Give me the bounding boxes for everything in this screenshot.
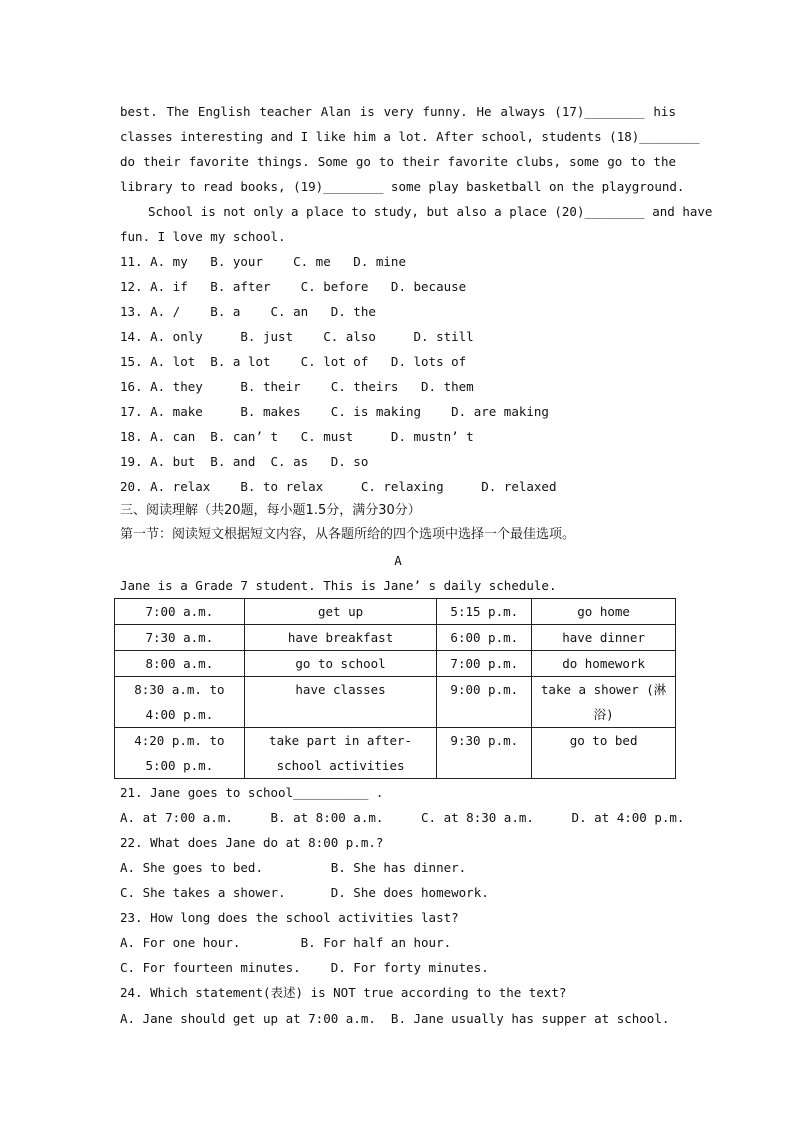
time-cell: 8:30 a.m. to 4:00 p.m. bbox=[115, 677, 245, 728]
question-options: A. at 7:00 a.m. B. at 8:00 a.m. C. at 8:30 a.m. D. at 4:00 p.m. bbox=[120, 810, 685, 825]
section-instruction: 第一节：阅读短文根据短文内容，从各题所给的四个选项中选择一个最佳选项。 bbox=[120, 527, 576, 542]
cloze-option-row: 16. A. they B. their C. theirs D. them bbox=[120, 379, 474, 394]
activity-cell: take a shower (淋浴) bbox=[532, 677, 676, 728]
question-stem: 22. What does Jane do at 8:00 p.m.? bbox=[120, 835, 384, 850]
activity-cell: get up bbox=[244, 599, 437, 625]
question-options: C. For fourteen minutes. D. For forty minutes. bbox=[120, 960, 489, 975]
passage-intro: Jane is a Grade 7 student. This is Jane’ s daily schedule. bbox=[120, 578, 557, 593]
cloze-option-row: 18. A. can B. can’ t C. must D. mustn’ t bbox=[120, 429, 474, 444]
question-options: A. For one hour. B. For half an hour. bbox=[120, 935, 452, 950]
activity-cell: have breakfast bbox=[244, 625, 437, 651]
table-row bbox=[115, 651, 676, 677]
cloze-option-row: 13. A. / B. a C. an D. the bbox=[120, 304, 376, 319]
time-cell: 7:00 p.m. bbox=[437, 651, 532, 677]
passage-line: do their favorite things. Some go to their favorite clubs, some go to the bbox=[120, 154, 676, 169]
time-cell: 5:15 p.m. bbox=[437, 599, 532, 625]
time-cell: 6:00 p.m. bbox=[437, 625, 532, 651]
passage-line: best. The English teacher Alan is very funny. He always (17)________ his bbox=[120, 104, 676, 119]
reading-questions bbox=[120, 780, 685, 1032]
cloze-option-row: 15. A. lot B. a lot C. lot of D. lots of bbox=[120, 354, 467, 369]
passage-line: library to read books, (19)________ some play basketball on the playground. bbox=[120, 179, 685, 194]
cloze-option-row: 11. A. my B. your C. me D. mine bbox=[120, 254, 406, 269]
cloze-option-row: 20. A. relax B. to relax C. relaxing D. relaxed bbox=[120, 479, 557, 494]
cloze-option-row: 17. A. make B. makes C. is making D. are making bbox=[120, 404, 549, 419]
question-options: C. She takes a shower. D. She does homework. bbox=[120, 885, 489, 900]
activity-cell: have classes bbox=[244, 677, 437, 728]
cloze-options-list bbox=[120, 249, 676, 499]
table-row bbox=[115, 728, 676, 779]
table-row bbox=[115, 677, 676, 728]
time-cell: 9:00 p.m. bbox=[437, 677, 532, 728]
table-row bbox=[115, 625, 676, 651]
passage-line: fun. I love my school. bbox=[120, 229, 286, 244]
activity-cell: go home bbox=[532, 599, 676, 625]
schedule-table bbox=[114, 598, 676, 779]
time-cell: 4:20 p.m. to 5:00 p.m. bbox=[115, 728, 245, 779]
time-cell: 7:00 a.m. bbox=[115, 599, 245, 625]
cloze-option-row: 14. A. only B. just C. also D. still bbox=[120, 329, 474, 344]
activity-cell: take part in after-school activities bbox=[244, 728, 437, 779]
activity-cell: go to bed bbox=[532, 728, 676, 779]
exam-page bbox=[120, 99, 713, 1032]
question-options: A. She goes to bed. B. She has dinner. bbox=[120, 860, 467, 875]
cloze-option-row: 12. A. if B. after C. before D. because bbox=[120, 279, 467, 294]
question-options: A. Jane should get up at 7:00 a.m. B. Jane usually has supper at school. bbox=[120, 1011, 670, 1026]
question-stem: 23. How long does the school activities last? bbox=[120, 910, 459, 925]
activity-cell: have dinner bbox=[532, 625, 676, 651]
question-stem: 24. Which statement(表述) is NOT true according to the text? bbox=[120, 985, 567, 1000]
question-stem: 21. Jane goes to school__________ . bbox=[120, 785, 384, 800]
passage-line: School is not only a place to study, but also a place (20)________ and have bbox=[148, 204, 713, 219]
activity-cell: do homework bbox=[532, 651, 676, 677]
table-row bbox=[115, 599, 676, 625]
cloze-passage bbox=[120, 99, 713, 249]
time-cell: 9:30 p.m. bbox=[437, 728, 532, 779]
time-cell: 7:30 a.m. bbox=[115, 625, 245, 651]
activity-cell: go to school bbox=[244, 651, 437, 677]
time-cell: 8:00 a.m. bbox=[115, 651, 245, 677]
cloze-option-row: 19. A. but B. and C. as D. so bbox=[120, 454, 369, 469]
section-heading: 三、阅读理解（共20题，每小题1.5分，满分30分） bbox=[120, 503, 421, 518]
passage-label: A bbox=[394, 553, 402, 568]
passage-line: classes interesting and I like him a lot. After school, students (18)________ bbox=[120, 129, 700, 144]
